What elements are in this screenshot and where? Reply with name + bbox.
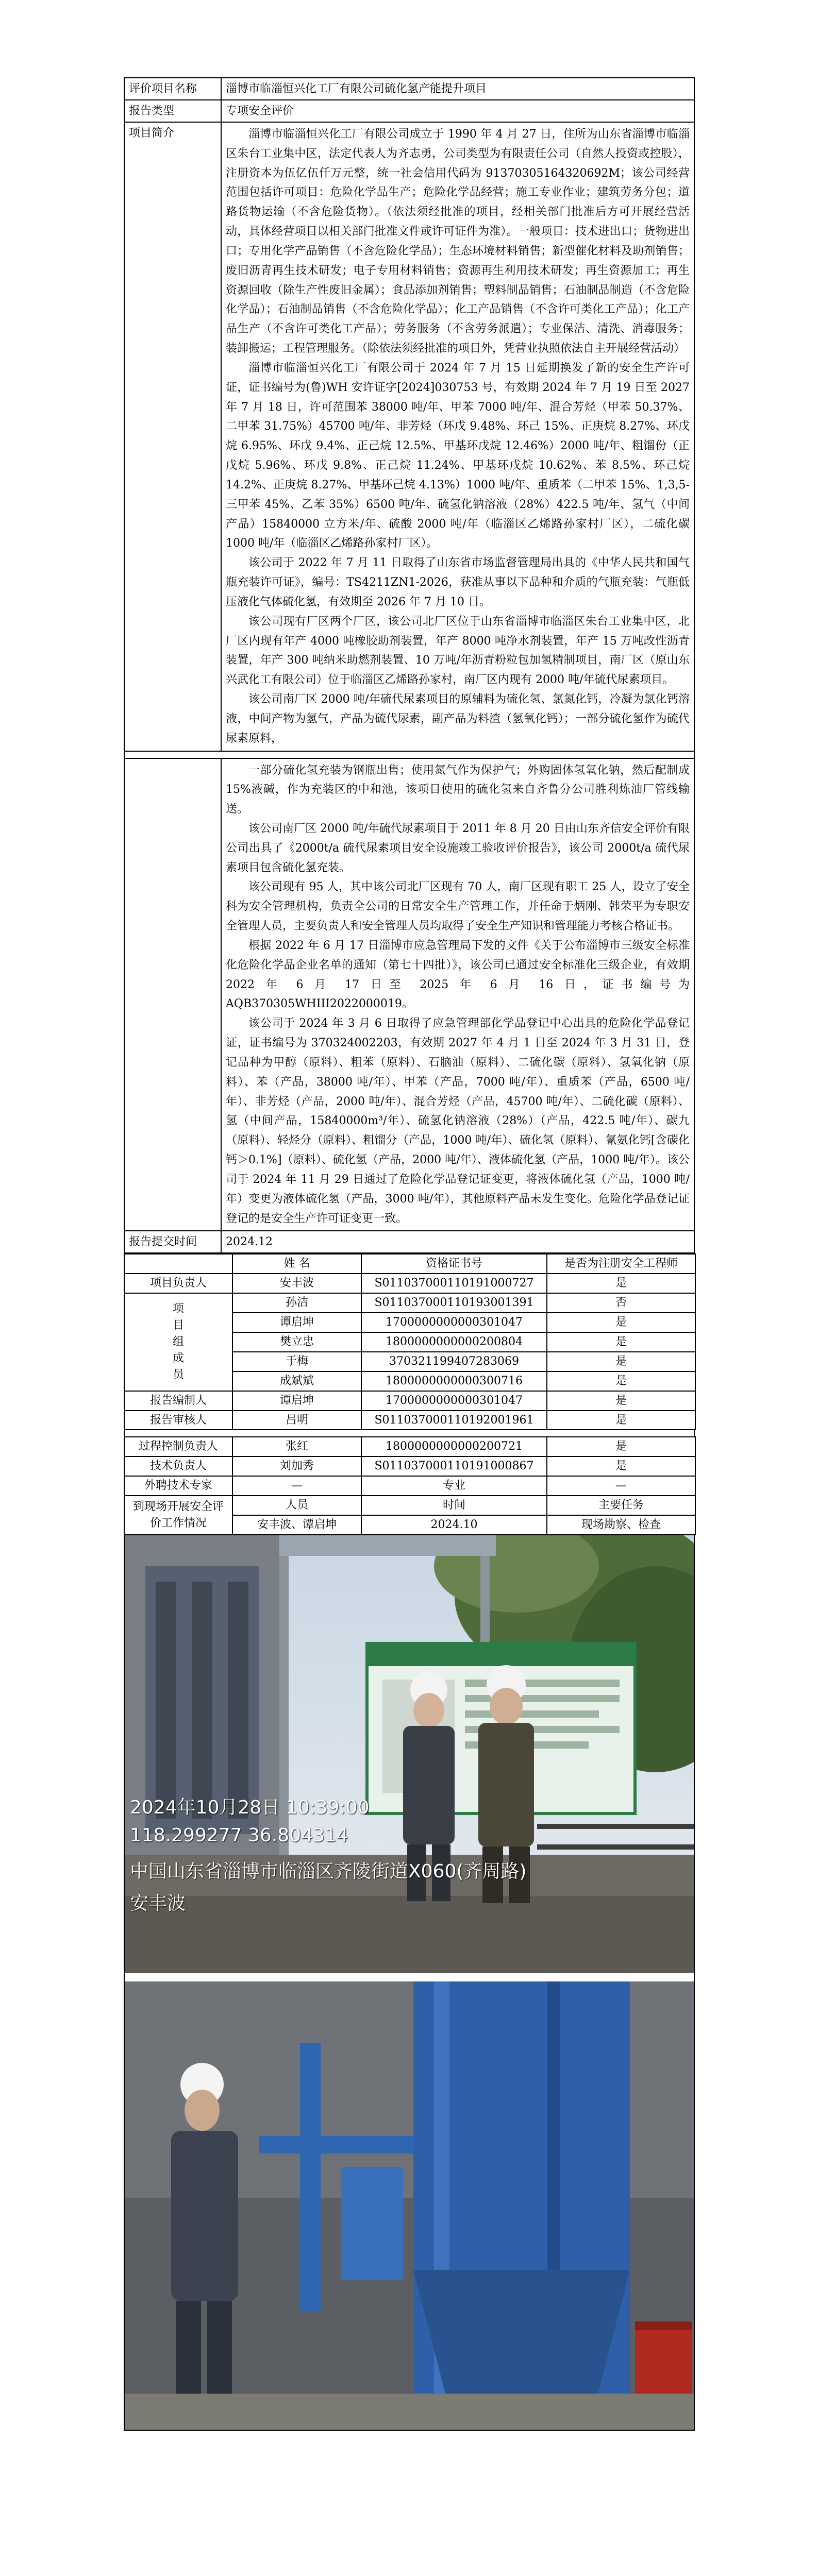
staff-registered: — [547, 1476, 695, 1496]
site-visit-people: 安丰波、谭启坤 [232, 1515, 361, 1535]
report-page [124, 77, 695, 2431]
staff-cert: 专业 [361, 1476, 547, 1496]
site-visit-task: 现场勘察、检查 [547, 1515, 695, 1535]
staff-registered: 是 [547, 1437, 695, 1456]
staff-name: 谭启坤 [232, 1313, 361, 1332]
staff-registered: 是 [547, 1411, 695, 1430]
staff-role: 过程控制负责人 [124, 1437, 232, 1456]
staff-registered: 是 [547, 1332, 695, 1352]
staff-cert: 1800000000000200804 [361, 1332, 547, 1352]
project-name-value: 淄博市临淄恒兴化工厂有限公司硫化氢产能提升项目 [221, 78, 694, 100]
staff-cert: 1700000000000301047 [361, 1313, 547, 1332]
staff-role: 项目负责人 [124, 1274, 232, 1293]
staff-registered: 是 [547, 1371, 695, 1391]
intro-paragraph: 根据 2022 年 6 月 17 日淄博市应急管理局下发的文件《关于公布淄博市三级安全标准化危险化学品企业名单的通知（第七十四批）》，该公司已通过安全标准化三级企业，有效期 2022 年 6 月 17 日至 2025 年 6 月 16 日，证书编号为 AQB370305WHIII2022000019。 [226, 939, 690, 1011]
site-visit-col-time: 时间 [361, 1496, 547, 1515]
intro-paragraph: 该公司于 2022 年 7 月 11 日取得了山东省市场监督管理局出具的《中华人民共和国气瓶充装许可证》，编号：TS4211ZN1-2026，获准从事以下品种和介质的气瓶充装：气瓶低压液化气体硫化氢，有效期至 2026 年 7 月 10 日。 [226, 556, 690, 608]
site-photo-equipment [124, 1981, 695, 2431]
staff-registered: 是 [547, 1352, 695, 1371]
intro-label-continued [124, 758, 221, 1231]
staff-header-registered: 是否为注册安全工程师 [547, 1254, 695, 1274]
submit-time-label: 报告提交时间 [124, 1231, 221, 1253]
photo-watermark-coords: 118.299277 36.804314 [130, 1824, 348, 1846]
site-visit-time: 2024.10 [361, 1515, 547, 1535]
intro-content-page1 [221, 122, 694, 751]
site-visit-label: 到现场开展安全评价工作情况 [124, 1496, 232, 1535]
submit-time-value: 2024.12 [221, 1231, 694, 1253]
staff-role: 技术负责人 [124, 1456, 232, 1476]
evaluation-info-table-continued [124, 758, 695, 1254]
staff-name: 于梅 [232, 1352, 361, 1371]
staff-cert: 1800000000000300716 [361, 1371, 547, 1391]
staff-name: 张红 [232, 1437, 361, 1456]
intro-paragraph: 淄博市临淄恒兴化工厂有限公司成立于 1990 年 4 月 27 日，住所为山东省淄博市临淄区朱台工业集中区，法定代表人为齐志勇，公司类型为有限责任公司（自然人投资或控股），注册资本为伍亿伍仟万元整，统一社会信用代码为 91370305164320692M；该公司经营范围包括许可项目：危险化学品生产；危险化学品经营；施工专业作业；建筑劳务分包；道路货物运输（不含危险货物）。（依法须经批准的项目，经相关部门批准后方可开展经营活动，具体经营项目以相关部门批准文件或许可证件为准）。一般项目：技术进出口；货物进出口；专用化学产品销售（不含危险化学品）；生态环境材料销售；新型催化材料及助剂销售；废旧沥青再生技术研发；电子专用材料销售；资源再生利用技术研发；再生资源加工；再生资源回收（除生产性废旧金属）；食品添加剂销售；塑料制品销售；石油制品制造（不含危险化学品）；石油制品销售（不含危险化学品）；化工产品销售（不含许可类化工产品）；化工产品生产（不含许可类化工产品）；劳务服务（不含劳务派遣）；专业保洁、清洗、消毒服务；装卸搬运；工程管理服务。（除依法须经批准的项目外，凭营业执照依法自主开展经营活动） [226, 128, 690, 355]
staff-name: 樊立忠 [232, 1332, 361, 1352]
site-photo-inspection [124, 1535, 695, 1973]
intro-paragraph: 该公司南厂区 2000 吨/年硫代尿素项目的原辅料为硫化氢、氯氮化钙，冷凝为氯化钙溶液，中间产物为氢气，产品为硫代尿素，副产品为料渣（氢氧化钙）；一部分硫化氢作为硫代尿素原料， [226, 693, 690, 745]
staff-cert: 1700000000000301047 [361, 1391, 547, 1411]
intro-paragraph: 淄博市临淄恒兴化工厂有限公司于 2024 年 7 月 15 日延期换发了新的安全生产许可证，证书编号为(鲁)WH 安许证字[2024]030753 号，有效期 2024 年 7 月 19 日至 2027 年 7 月 18 日，许可范围苯 38000 吨/年、甲苯 7000 吨/年、混合芳烃（甲苯 50.37%、二甲苯 31.75%）45700 吨/年、非芳烃（环戊 9.48%、环己 15%、正庚烷 8.27%、环戊烷 6.95%、环戊 9.4%、正己烷 12.5%、甲基环戊烷 12.46%）2000 吨/年、粗馏份（正戊烷 5.96%、环戊 9.8%、正己烷 11.24%、甲基环戊烷 10.62%、苯 8.5%、环己烷 14.2%、正庚烷 8.27%、甲基环己烷 4.13%）1000 吨/年、重质苯（二甲苯 15%、1,3,5-三甲苯 45%、乙苯 35%）6500 吨/年、硫氢化钠溶液（28%）422.5 吨/年、氢气（中间产品）15840000 立方米/年、硫酸 2000 吨/年（临淄区乙烯路孙家村厂区），二硫化碳 1000 吨/年（临淄区乙烯路孙家村厂区）。 [226, 361, 690, 550]
staff-cert: 1800000000000200721 [361, 1437, 547, 1456]
intro-paragraph: 该公司于 2024 年 3 月 6 日取得了应急管理部化学品登记中心出具的危险化学品登记证，证书编号为 370324002203，有效期 2027 年 4 月 1 日至 2024 年 3 月 31 日，登记品种为甲醇（原料）、粗苯（原料）、石脑油（原料）、二硫化碳（原料）、氢氧化钠（原料）、苯（产品，38000 吨/年）、甲苯（产品，7000 吨/年）、重质苯（产品，6500 吨/年）、非芳烃（产品，2000 吨/年）、混合芳烃（产品，45700 吨/年）、二硫化碳（原料）、氢（中间产品，15840000m³/年）、硫氢化钠溶液（28%）（产品，422.5 吨/年）、碳九（原料）、轻烃分（原料）、粗馏分（产品，1000 吨/年）、硫化氢（原料）、氰氨化钙[含碳化钙＞0.1%]（原料）、硫化氢（产品，2000 吨/年）、液体硫化氢（产品，1000 吨/年）。该公司于 2024 年 11 月 29 日通过了危险化学品登记证变更，将液体硫化氢（产品，1000 吨/年）变更为液体硫化氢（产品，3000 吨/年），其他原料产品未发生变化。危险化学品登记证登记的是安全生产许可证变更一致。 [226, 1017, 690, 1225]
staff-registered: 是 [547, 1274, 695, 1293]
staff-registered: 是 [547, 1456, 695, 1476]
photo-watermark-address: 中国山东省淄博市临淄区齐陵街道X060(齐周路) [130, 1860, 527, 1882]
site-visit-col-task: 主要任务 [547, 1496, 695, 1515]
staff-cert: S011037000110191000867 [361, 1456, 547, 1476]
photo-watermark-person: 安丰波 [130, 1892, 186, 1914]
report-type-value: 专项安全评价 [221, 100, 694, 122]
staff-cert: 370321199407283069 [361, 1352, 547, 1371]
photo-watermark-datetime: 2024年10月28日 10:39:00 [130, 1797, 370, 1818]
staff-name: 成斌斌 [232, 1371, 361, 1391]
staff-cert: S011037000110193001391 [361, 1293, 547, 1313]
staff-cert: S011037000110192001961 [361, 1411, 547, 1430]
staff-header-empty [124, 1254, 232, 1274]
staff-role: 外聘技术专家 [124, 1476, 232, 1496]
staff-role: 报告审核人 [124, 1411, 232, 1430]
staff-header-cert: 资格证书号 [361, 1254, 547, 1274]
group-role: 项 目 组 成 员 [124, 1293, 232, 1391]
page-break [124, 1430, 695, 1436]
staff-table [124, 1253, 696, 1430]
report-type-label: 报告类型 [124, 100, 221, 122]
staff-cert: S011037000110191000727 [361, 1274, 547, 1293]
site-photo-image [125, 1535, 694, 1973]
staff-registered: 是 [547, 1391, 695, 1411]
project-name-label: 评价项目名称 [124, 78, 221, 100]
intro-label: 项目简介 [124, 122, 221, 751]
staff-registered: 否 [547, 1293, 695, 1313]
staff-role: 报告编制人 [124, 1391, 232, 1411]
intro-paragraph: 该公司现有 95 人，其中该公司北厂区现有 70 人，南厂区现有职工 25 人，设立了安全科为安全管理机构，负责全公司的日常安全生产管理工作，并任命于炳刚、韩荣平为专职安全管理人员，主要负责人和安全管理人员均取得了安全生产知识和管理能力考核合格证书。 [226, 880, 690, 933]
page-break [124, 1973, 695, 1981]
staff-name: 刘加秀 [232, 1456, 361, 1476]
site-visit-col-people: 人员 [232, 1496, 361, 1515]
intro-content-page2 [221, 758, 694, 1231]
staff-registered: 是 [547, 1313, 695, 1332]
intro-paragraph: 该公司南厂区 2000 吨/年硫代尿素项目于 2011 年 8 月 20 日由山东齐信安全评价有限公司出具了《2000t/a 硫代尿素项目安全设施竣工验收评价报告》，该公司 2000t/a 硫代尿素项目包含硫化氢充装。 [226, 822, 690, 874]
evaluation-info-table [124, 77, 695, 752]
intro-paragraph: 该公司现有厂区两个厂区，该公司北厂区位于山东省淄博市临淄区朱台工业集中区，北厂区内现有年产 4000 吨橡胶助剂装置，年产 8000 吨净水剂装置，年产 15 万吨改性沥青装置，年产 300 吨纳米助燃剂装置、10 万吨/年沥青粉粒包加氢精制项目，南厂区（原山东兴武化工有限公司）位于临淄区乙烯路孙家村，南厂区内现有 2000 吨/年硫代尿素项目。 [226, 615, 690, 687]
page-break [124, 752, 695, 758]
staff-table-continued [124, 1436, 696, 1535]
staff-name: 孙洁 [232, 1293, 361, 1313]
intro-paragraph: 一部分硫化氢充装为钢瓶出售；使用氮气作为保护气；外购固体氢氧化钠，然后配制成 15%液碱，作为充装区的中和池，该项目使用的硫化氢来自齐鲁分公司胜利炼油厂管线输送。 [226, 764, 690, 816]
staff-name: 吕明 [232, 1411, 361, 1430]
staff-name: — [232, 1476, 361, 1496]
staff-name: 谭启坤 [232, 1391, 361, 1411]
site-photo-image [125, 1981, 694, 2430]
staff-header-name: 姓 名 [232, 1254, 361, 1274]
staff-name: 安丰波 [232, 1274, 361, 1293]
